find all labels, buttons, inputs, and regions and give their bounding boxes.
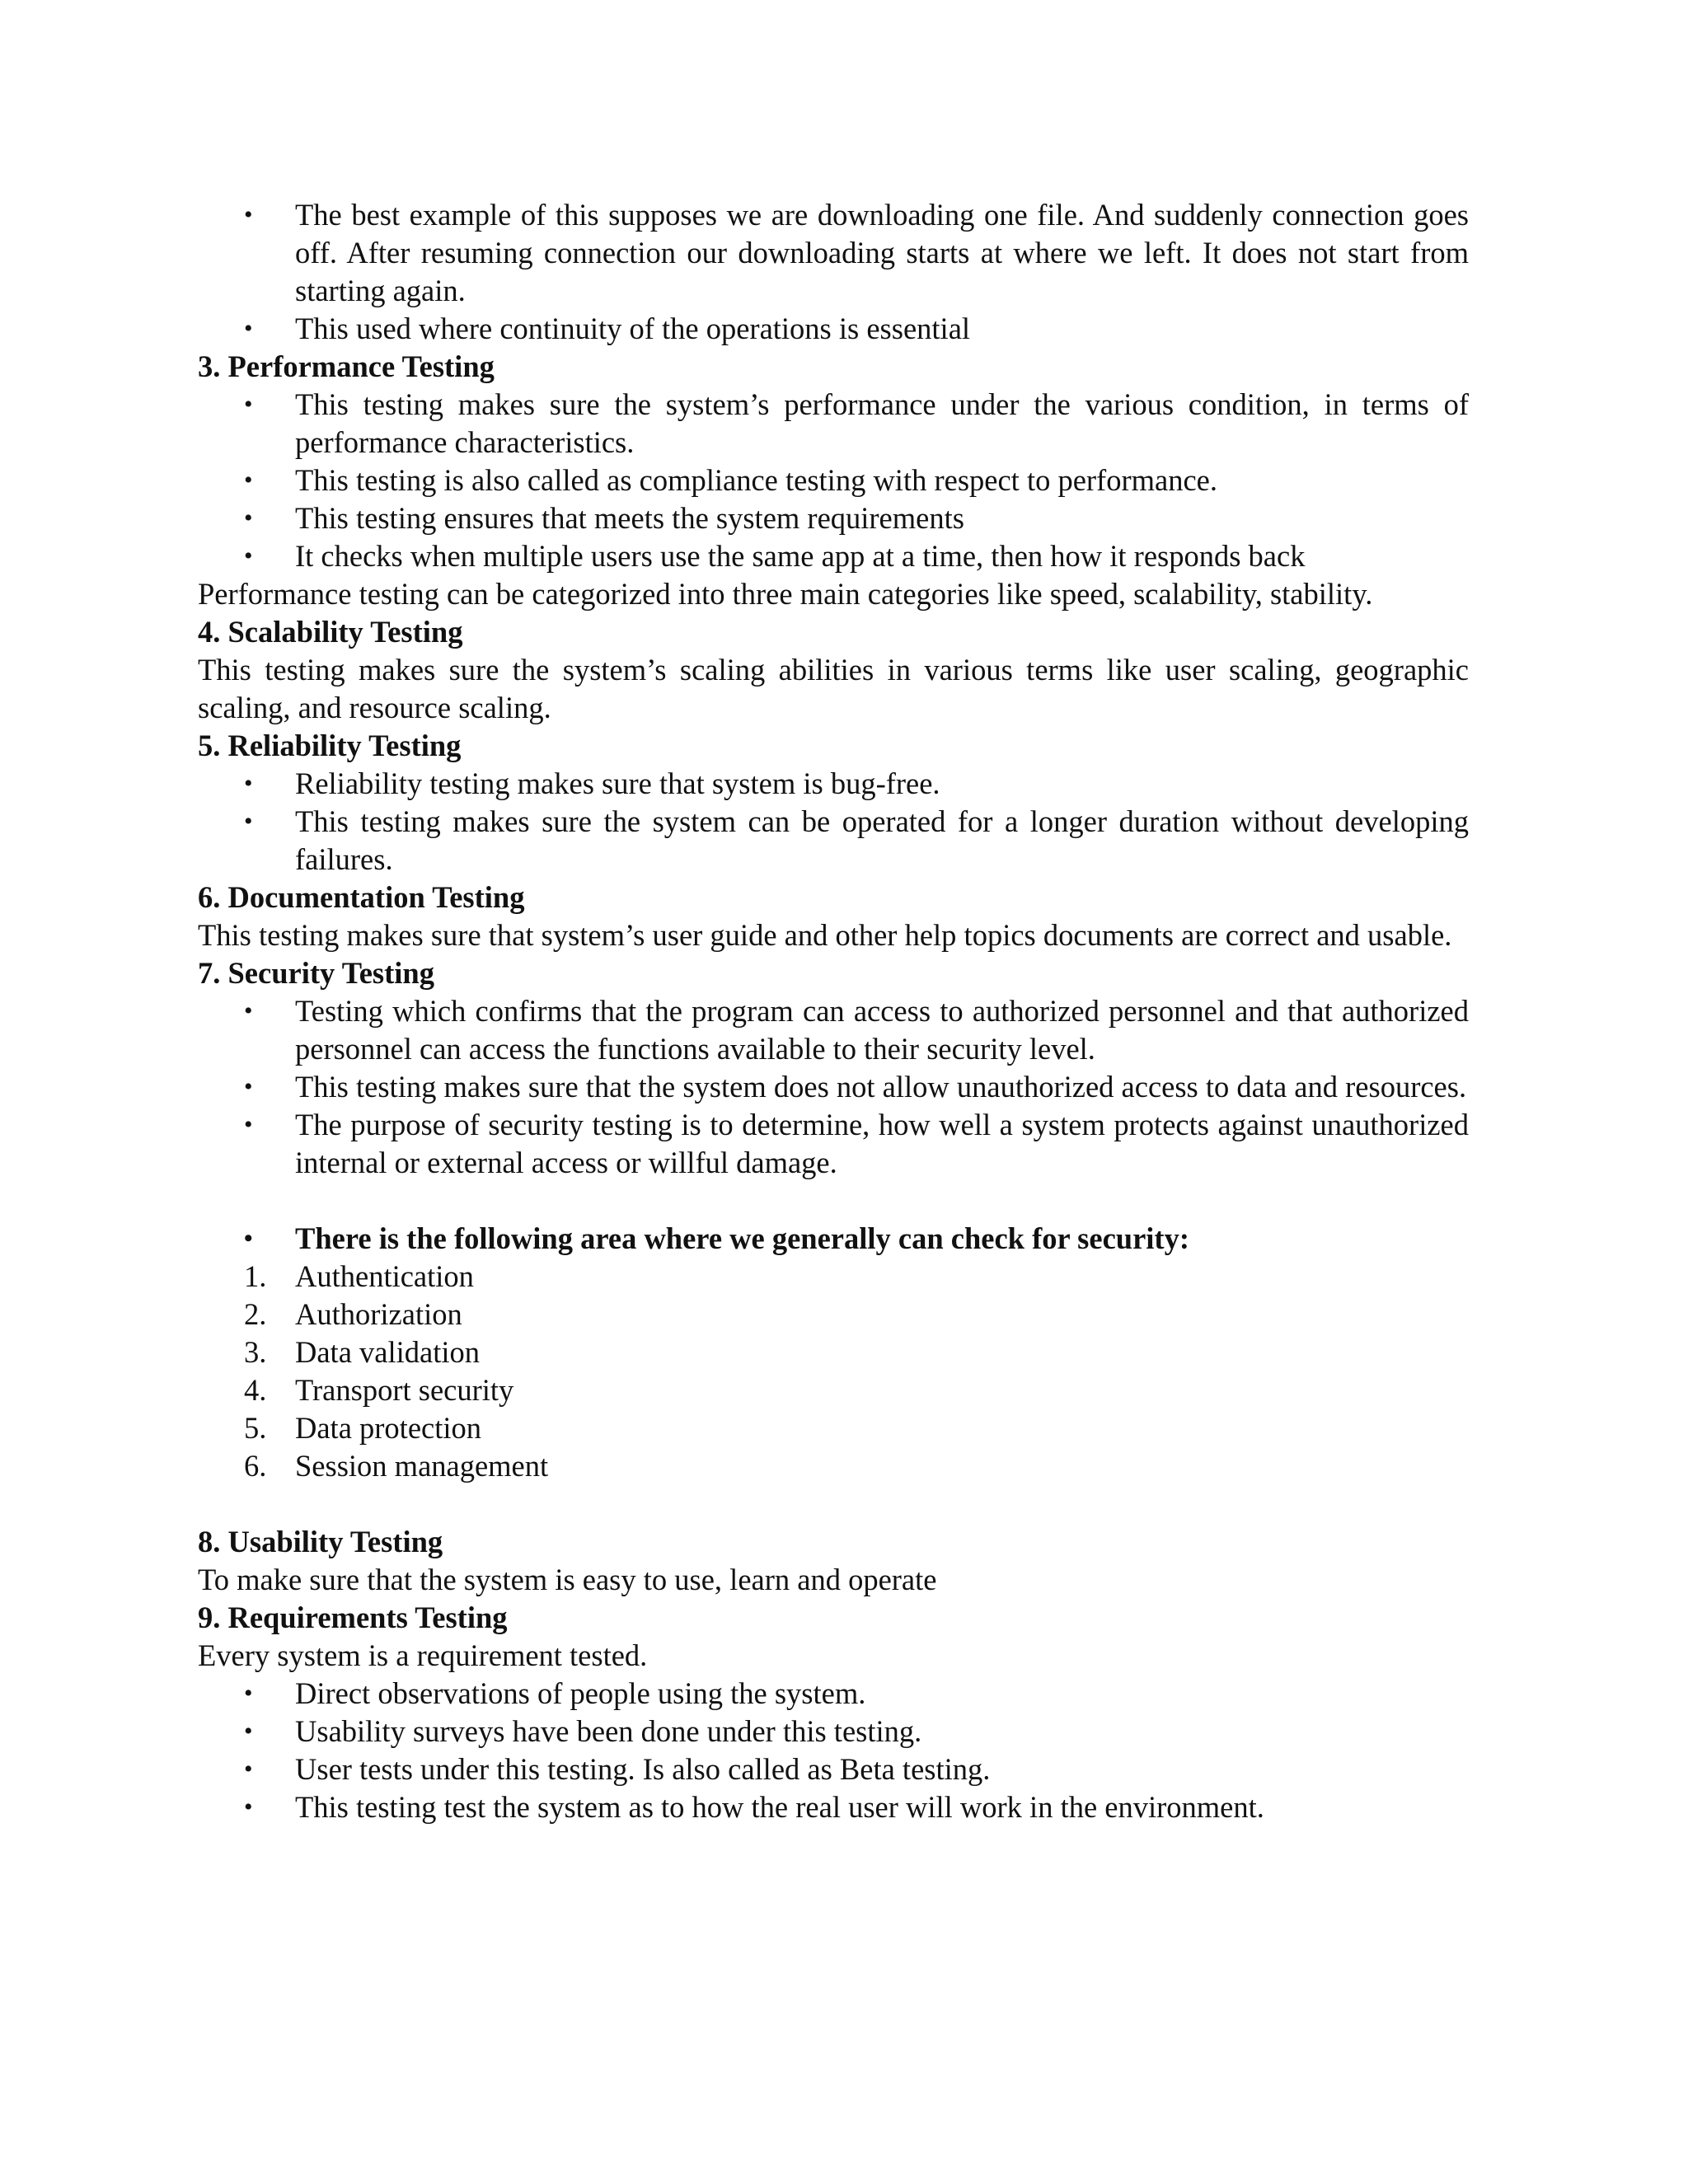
document-page: [198, 196, 1469, 1826]
list-number: 1.: [244, 1259, 267, 1293]
list-item: • Reliability testing makes sure that system is bug-free.: [198, 765, 1469, 803]
list-item: • This used where continuity of the operations is essential: [198, 310, 1469, 348]
performance-bullet-list: [198, 386, 1469, 575]
list-item: • This testing makes sure that the system does not allow unauthorized access to data and resources.: [198, 1068, 1469, 1106]
list-number: 5.: [244, 1411, 267, 1445]
list-text: Data protection: [295, 1411, 482, 1445]
list-item: • Direct observations of people using the system.: [198, 1675, 1469, 1713]
list-item: • Usability surveys have been done under this testing.: [198, 1713, 1469, 1750]
intro-bullet-list: [198, 196, 1469, 348]
list-text: Transport security: [295, 1373, 514, 1407]
list-text: Authentication: [295, 1259, 474, 1293]
list-item: [198, 1258, 1469, 1296]
usability-paragraph: To make sure that the system is easy to use, learn and operate: [198, 1563, 937, 1596]
list-text: Authorization: [295, 1297, 462, 1331]
list-number: 2.: [244, 1297, 267, 1331]
spacer: [198, 1182, 1469, 1220]
requirements-bullet-list: [198, 1675, 1469, 1826]
requirements-paragraph: Every system is a requirement tested.: [198, 1638, 648, 1672]
list-item: • It checks when multiple users use the same app at a time, then how it responds back: [198, 537, 1469, 575]
list-item: • Testing which confirms that the program can access to authorized personnel and that authorized personnel can access the functions available to their security level.: [198, 992, 1469, 1068]
security-bullet-list: [198, 992, 1469, 1182]
list-item: [198, 1371, 1469, 1409]
section-heading-reliability: 5. Reliability Testing: [198, 729, 462, 762]
scalability-paragraph: This testing makes sure the system’s scaling abilities in various terms like user scaling, geographic scaling, and resource scaling.: [198, 653, 1469, 724]
security-areas-heading-list: [198, 1220, 1469, 1258]
documentation-paragraph: This testing makes sure that system’s user guide and other help topics documents are correct and usable.: [198, 918, 1452, 952]
section-heading-requirements: 9. Requirements Testing: [198, 1601, 508, 1634]
section-heading-performance: 3. Performance Testing: [198, 349, 495, 383]
list-item: • User tests under this testing. Is also called as Beta testing.: [198, 1750, 1469, 1788]
list-item: • This testing makes sure the system’s performance under the various condition, in terms of performance characteristics.: [198, 386, 1469, 462]
section-heading-documentation: 6. Documentation Testing: [198, 880, 525, 914]
list-item: • The best example of this supposes we are downloading one file. And suddenly connection goes off. After resuming connection our downloading starts at where we left. It does not start from starting again.: [198, 196, 1469, 310]
section-heading-usability: 8. Usability Testing: [198, 1525, 443, 1558]
list-item: • This testing makes sure the system can be operated for a longer duration without developing failures.: [198, 803, 1469, 879]
reliability-bullet-list: [198, 765, 1469, 879]
list-number: 3.: [244, 1335, 267, 1369]
list-text: Data validation: [295, 1335, 480, 1369]
list-text: Session management: [295, 1449, 549, 1483]
performance-paragraph: Performance testing can be categorized into three main categories like speed, scalability, stability.: [198, 577, 1373, 611]
list-item: [198, 1447, 1469, 1485]
list-number: 4.: [244, 1373, 267, 1407]
list-item: • This testing test the system as to how the real user will work in the environment.: [198, 1788, 1469, 1826]
list-item: • This testing ensures that meets the system requirements: [198, 499, 1469, 537]
security-areas-list: [198, 1258, 1469, 1485]
section-heading-scalability: 4. Scalability Testing: [198, 615, 463, 649]
section-heading-security: 7. Security Testing: [198, 956, 434, 990]
list-item: [198, 1333, 1469, 1371]
list-item: • The purpose of security testing is to determine, how well a system protects against unauthorized internal or external access or willful damage.: [198, 1106, 1469, 1182]
list-item: [198, 1296, 1469, 1333]
list-item: [198, 1409, 1469, 1447]
security-areas-heading: • There is the following area where we generally can check for security:: [198, 1220, 1469, 1258]
list-item: • This testing is also called as compliance testing with respect to performance.: [198, 462, 1469, 499]
list-number: 6.: [244, 1449, 267, 1483]
spacer: [198, 1485, 1469, 1523]
